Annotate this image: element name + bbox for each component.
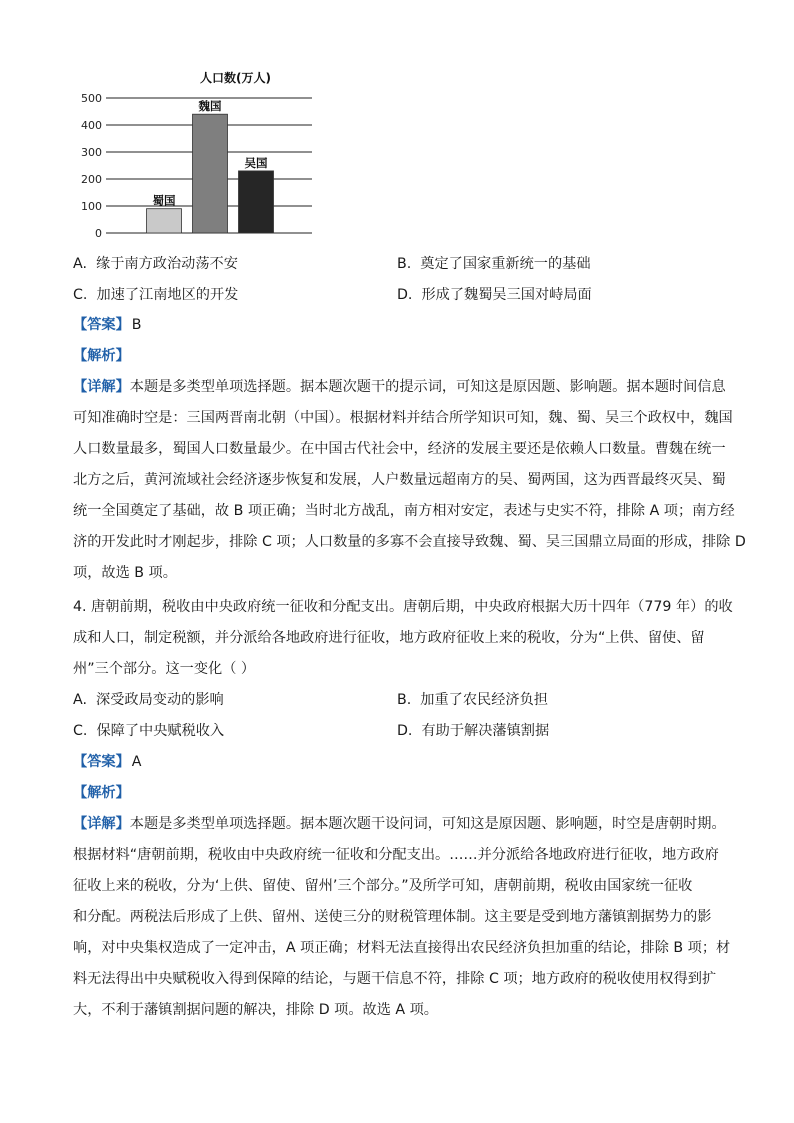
answer-value: A: [131, 754, 142, 770]
y-tick-label: 500: [81, 92, 102, 105]
option-letter: D.: [397, 723, 413, 739]
answer-value: B: [131, 317, 142, 333]
detail-label: 【详解】: [73, 379, 130, 395]
q3-detail-line: 济的开发此时才刚起步，排除 C 项；人口数量的多寡不会直接导致魏、蜀、吴三国鼎立局面的形成，排除 D: [73, 534, 746, 550]
option-letter: B.: [397, 256, 412, 272]
q3-analysis-heading: [73, 347, 130, 366]
option-letter: A.: [73, 256, 87, 272]
chart-title: 人口数(万人): [200, 71, 271, 85]
bar-label: 蜀国: [152, 193, 176, 208]
q4-stem-line: 4. 唐朝前期，税收由中央政府统一征收和分配支出。唐朝后期，中央政府根据大历十四年（779 年）的收: [73, 599, 733, 615]
option-letter: D.: [397, 287, 413, 303]
bar-吴国: [239, 171, 274, 233]
q4-detail-line: 征收上来的税收，分为‘上供、留使、留州’三个部分。”及所学可知，唐朝前期，税收由国家统一征收: [73, 878, 693, 894]
q4-detail-line: 料无法得出中央赋税收入得到保障的结论，与题干信息不符，排除 C 项；地方政府的税收使用权得到扩: [73, 971, 717, 987]
option-letter: C.: [73, 723, 88, 739]
y-tick-label: 200: [81, 173, 102, 186]
y-tick-label: 0: [95, 227, 102, 240]
option-text: 保障了中央赋税收入: [96, 723, 225, 739]
option-letter: C.: [73, 287, 88, 303]
q3-detail-line: 可知准确时空是：三国两晋南北朝（中国）。根据材料并结合所学知识可知，魏、蜀、吴三个政权中，魏国: [73, 410, 733, 426]
detail-label: 【详解】: [73, 816, 130, 832]
option-text: 加速了江南地区的开发: [96, 287, 239, 303]
y-tick-label: 400: [81, 119, 102, 132]
answer-label: 【答案】: [73, 754, 130, 770]
q4-option-a[interactable]: [73, 691, 224, 710]
q4-detail-line: 根据材料“唐朝前期，税收由中央政府统一征收和分配支出。……并分派给各地政府进行征收，地方政府: [73, 847, 719, 863]
q3-detail-line: 项，故选 B 项。: [73, 565, 177, 581]
option-text: 加重了农民经济负担: [420, 692, 548, 708]
q3-detail-line: 人口数量最多，蜀国人口数量最少。在中国古代社会中，经济的发展主要还是依赖人口数量。曹魏在统一: [73, 441, 726, 457]
answer-label: 【答案】: [73, 317, 130, 333]
q3-option-a[interactable]: [73, 255, 238, 274]
bar-label: 吴国: [244, 155, 268, 170]
population-bar-chart: [80, 70, 330, 245]
bar-label: 魏国: [198, 99, 222, 114]
analysis-label: 【解析】: [73, 348, 130, 364]
q4-stem-line: 成和人口，制定税额，并分派给各地政府进行征收，地方政府征收上来的税收，分为“上供、留使、留: [73, 630, 705, 646]
q3-answer: [73, 316, 142, 335]
q3-detail-line: 北方之后，黄河流域社会经济逐步恢复和发展，人户数量远超南方的吴、蜀两国，这为西晋最终灭吴、蜀: [73, 472, 726, 488]
option-text: 有助于解决藩镇割据: [421, 723, 550, 739]
analysis-label: 【解析】: [73, 785, 130, 801]
q4-detail-line: 【详解】本题是多类型单项选择题。据本题次题干设问词，可知这是原因题、影响题，时空是唐朝时期。: [73, 816, 726, 832]
q4-answer: [73, 753, 141, 772]
q3-option-c[interactable]: [73, 286, 238, 305]
y-tick-label: 300: [81, 146, 102, 159]
bar-魏国: [193, 114, 228, 233]
chart-bars: [147, 114, 274, 233]
option-letter: B.: [397, 692, 412, 708]
q4-option-c[interactable]: [73, 722, 224, 741]
q3-option-d[interactable]: [397, 286, 592, 305]
q3-detail-line: 统一全国奠定了基础，故 B 项正确；当时北方战乱，南方相对安定，表述与史实不符，排除 A 项；南方经: [73, 503, 735, 519]
q4-analysis-heading: [73, 784, 130, 803]
chart-y-ticks: [81, 92, 102, 240]
option-text: 缘于南方政治动荡不安: [96, 256, 238, 272]
q3-detail-line: 【详解】本题是多类型单项选择题。据本题次题干的提示词，可知这是原因题、影响题。据本题时间信息: [73, 379, 726, 395]
q4-detail-line: 大，不利于藩镇割据问题的解决，排除 D 项。故选 A 项。: [73, 1002, 438, 1018]
option-text: 形成了魏蜀吴三国对峙局面: [421, 287, 592, 303]
q3-option-b[interactable]: [397, 255, 591, 274]
y-tick-label: 100: [81, 200, 102, 213]
q4-stem-line: 州”三个部分。这一变化（ ）: [73, 661, 256, 677]
option-letter: A.: [73, 692, 87, 708]
q4-option-d[interactable]: [397, 722, 549, 741]
q4-option-b[interactable]: [397, 691, 548, 710]
option-text: 奠定了国家重新统一的基础: [420, 256, 591, 272]
q4-detail-line: 响，对中央集权造成了一定冲击，A 项正确；材料无法直接得出农民经济负担加重的结论，排除 B 项；材: [73, 940, 731, 956]
q4-detail-line: 和分配。两税法后形成了上供、留州、送使三分的财税管理体制。这主要是受到地方藩镇割据势力的影: [73, 909, 712, 925]
option-text: 深受政局变动的影响: [96, 692, 224, 708]
bar-蜀国: [147, 209, 182, 233]
